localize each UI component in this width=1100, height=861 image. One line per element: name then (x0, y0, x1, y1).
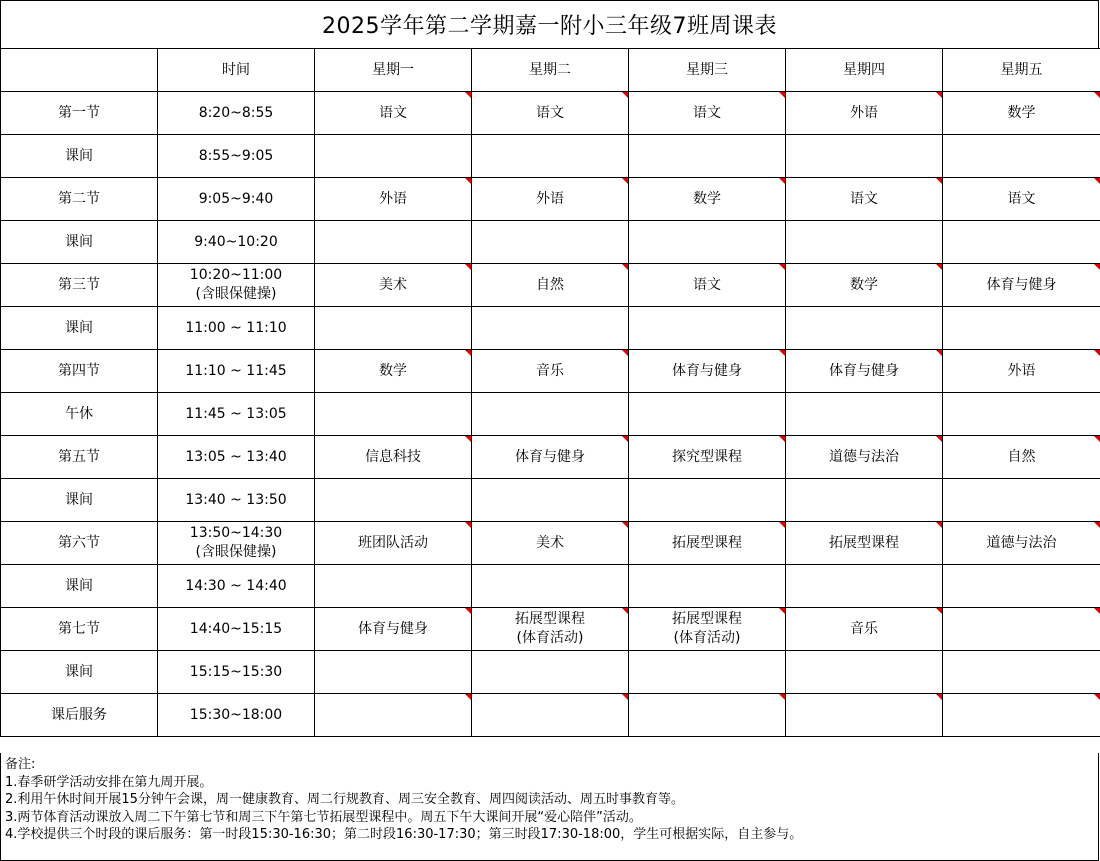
time-cell (158, 393, 315, 436)
course-name: 语文 (850, 190, 878, 207)
course-cell-friday[interactable] (943, 264, 1100, 307)
course-cell-thursday[interactable] (786, 307, 943, 350)
course-cell-tuesday[interactable] (472, 264, 629, 307)
note-line: 2.利用午休时间开展15分钟午会课，周一健康教育、周二行规教育、周三安全教育、周四阅读活动、周五时事教育等。 (5, 792, 684, 807)
period-label: 第六节 (1, 522, 158, 565)
course-cell-friday[interactable] (943, 178, 1100, 221)
course-name: 拓展型课程 (672, 534, 742, 551)
notes-section (0, 753, 1099, 861)
course-cell-friday[interactable] (943, 221, 1100, 264)
course-cell-thursday[interactable] (786, 479, 943, 522)
course-cell-monday[interactable] (315, 694, 472, 737)
time-cell (158, 479, 315, 522)
table-row (1, 393, 1100, 436)
course-cell-friday[interactable] (943, 307, 1100, 350)
course-cell-thursday[interactable] (786, 350, 943, 393)
course-name: 语文 (379, 104, 407, 121)
course-name: 美术 (536, 534, 564, 551)
time-cell (158, 221, 315, 264)
time-text: (含眼保健操) (195, 286, 277, 302)
period-label: 课间 (1, 565, 158, 608)
course-cell-wednesday[interactable] (629, 350, 786, 393)
course-name: 音乐 (536, 362, 564, 379)
course-name: 自然 (536, 276, 564, 293)
course-cell-tuesday[interactable] (472, 651, 629, 694)
course-cell-tuesday[interactable] (472, 221, 629, 264)
time-text: 13:50~14:30 (189, 525, 283, 542)
header-cell-time: 时间 (158, 49, 315, 92)
time-text: 11:00 ~ 11:10 (185, 319, 287, 336)
course-name: 自然 (1007, 448, 1036, 465)
time-text: (含眼保健操) (195, 544, 277, 560)
course-cell-monday[interactable] (315, 135, 472, 178)
course-cell-friday[interactable] (943, 135, 1100, 178)
table-row (1, 350, 1100, 393)
table-row (1, 92, 1100, 135)
course-cell-tuesday[interactable] (472, 565, 629, 608)
period-label: 第五节 (1, 436, 158, 479)
time-text: 13:40 ~ 13:50 (185, 491, 287, 508)
course-cell-wednesday[interactable] (629, 92, 786, 135)
course-cell-wednesday[interactable] (629, 694, 786, 737)
course-cell-monday[interactable] (315, 264, 472, 307)
course-cell-tuesday[interactable] (472, 393, 629, 436)
note-line: 1.春季研学活动安排在第九周开展。 (5, 774, 213, 790)
course-name: 体育与健身 (672, 362, 742, 379)
table-row (1, 264, 1100, 307)
course-name: 外语 (536, 190, 564, 207)
course-cell-wednesday[interactable] (629, 307, 786, 350)
course-name: 拓展型课程 (515, 611, 585, 628)
period-label: 课间 (1, 479, 158, 522)
course-cell-friday[interactable] (943, 393, 1100, 436)
course-name: 信息科技 (365, 448, 421, 465)
course-cell-friday[interactable] (943, 436, 1100, 479)
course-name: 体育与健身 (986, 276, 1057, 293)
header-row (1, 49, 1100, 92)
course-name: 数学 (693, 190, 721, 207)
time-text: 9:05~9:40 (198, 190, 274, 207)
notes-heading: 备注: (5, 757, 36, 772)
course-cell-monday[interactable] (315, 350, 472, 393)
table-row (1, 651, 1100, 694)
header-cell-empty (1, 49, 158, 92)
course-cell-thursday[interactable] (786, 565, 943, 608)
time-text: 15:30~18:00 (189, 706, 283, 723)
note-line: 3.两节体育活动课放入周二下午第七节和周三下午第七节拓展型课程中。周五下午大课间开展“爱心陪伴”活动。 (5, 809, 642, 825)
course-cell-monday[interactable] (315, 178, 472, 221)
period-label: 课间 (1, 135, 158, 178)
course-cell-monday[interactable] (315, 221, 472, 264)
course-name: 体育与健身 (515, 448, 585, 465)
table-row (1, 522, 1100, 565)
time-cell (158, 651, 315, 694)
time-text: 14:30 ~ 14:40 (185, 577, 287, 594)
course-cell-monday[interactable] (315, 651, 472, 694)
course-name: 道德与法治 (986, 534, 1057, 551)
course-name: (体育活动) (516, 630, 584, 646)
course-cell-friday[interactable] (943, 522, 1100, 565)
course-cell-wednesday[interactable] (629, 135, 786, 178)
course-cell-friday[interactable] (943, 479, 1100, 522)
header-cell-wednesday: 星期三 (629, 49, 786, 92)
course-name: 体育与健身 (358, 620, 428, 637)
course-cell-wednesday[interactable] (629, 522, 786, 565)
course-cell-thursday[interactable] (786, 436, 943, 479)
table-row (1, 307, 1100, 350)
course-cell-wednesday[interactable] (629, 178, 786, 221)
period-label: 课间 (1, 651, 158, 694)
course-cell-tuesday[interactable] (472, 436, 629, 479)
course-name: 外语 (379, 190, 407, 207)
course-cell-wednesday[interactable] (629, 264, 786, 307)
time-cell (158, 92, 315, 135)
course-name: 数学 (850, 276, 878, 293)
course-cell-tuesday[interactable] (472, 135, 629, 178)
course-cell-tuesday[interactable] (472, 479, 629, 522)
time-text: 8:55~9:05 (198, 147, 274, 164)
course-cell-wednesday[interactable] (629, 651, 786, 694)
course-name: 拓展型课程 (829, 534, 899, 551)
course-name: 拓展型课程 (672, 611, 742, 628)
course-name: 道德与法治 (829, 448, 899, 465)
table-row (1, 221, 1100, 264)
period-label: 午休 (1, 393, 158, 436)
course-cell-thursday[interactable] (786, 608, 943, 651)
course-name: 探究型课程 (672, 448, 742, 465)
course-cell-monday[interactable] (315, 92, 472, 135)
table-row (1, 565, 1100, 608)
course-cell-friday[interactable] (943, 608, 1100, 651)
time-cell (158, 264, 315, 307)
period-label: 第七节 (1, 608, 158, 651)
time-cell (158, 135, 315, 178)
course-name: 数学 (379, 362, 407, 379)
course-cell-tuesday[interactable] (472, 694, 629, 737)
course-cell-tuesday[interactable] (472, 178, 629, 221)
period-label: 课间 (1, 221, 158, 264)
course-name: 语文 (693, 276, 721, 293)
header-cell-friday: 星期五 (943, 49, 1100, 92)
table-row (1, 436, 1100, 479)
course-cell-monday[interactable] (315, 393, 472, 436)
note-line: 4.学校提供三个时段的课后服务：第一时段15:30-16:30；第二时段16:30-17:30；第三时段17:30-18:00，学生可根据实际，自主参与。 (5, 827, 803, 842)
time-cell (158, 608, 315, 651)
course-name: 语文 (1007, 190, 1036, 207)
table-row (1, 178, 1100, 221)
course-name: 美术 (379, 276, 407, 293)
course-name: 外语 (1007, 362, 1036, 379)
course-name: 体育与健身 (829, 362, 899, 379)
course-cell-thursday[interactable] (786, 393, 943, 436)
time-text: 15:15~15:30 (189, 663, 283, 680)
course-cell-wednesday[interactable] (629, 393, 786, 436)
course-name: 语文 (693, 104, 721, 121)
page-title: 2025学年第二学期嘉一附小三年级7班周课表 (0, 0, 1099, 48)
time-text: 9:40~10:20 (194, 233, 278, 250)
time-cell (158, 436, 315, 479)
header-cell-tuesday: 星期二 (472, 49, 629, 92)
table-row (1, 479, 1100, 522)
table-row (1, 694, 1100, 737)
table-row (1, 135, 1100, 178)
period-label: 第三节 (1, 264, 158, 307)
course-cell-monday[interactable] (315, 522, 472, 565)
course-cell-tuesday[interactable] (472, 92, 629, 135)
course-cell-wednesday[interactable] (629, 436, 786, 479)
course-cell-thursday[interactable] (786, 694, 943, 737)
course-cell-thursday[interactable] (786, 651, 943, 694)
course-name: 数学 (1007, 104, 1036, 121)
course-cell-tuesday[interactable] (472, 522, 629, 565)
timetable-grid (0, 48, 1100, 737)
header-cell-thursday: 星期四 (786, 49, 943, 92)
course-cell-monday[interactable] (315, 479, 472, 522)
time-text: 11:45 ~ 13:05 (185, 405, 287, 422)
time-text: 14:40~15:15 (189, 620, 283, 637)
course-cell-wednesday[interactable] (629, 479, 786, 522)
time-cell (158, 178, 315, 221)
time-cell (158, 350, 315, 393)
period-label: 课间 (1, 307, 158, 350)
time-text: 8:20~8:55 (198, 104, 274, 121)
course-cell-tuesday[interactable] (472, 350, 629, 393)
course-name: 语文 (536, 104, 564, 121)
course-cell-monday[interactable] (315, 436, 472, 479)
time-cell (158, 694, 315, 737)
course-cell-thursday[interactable] (786, 522, 943, 565)
course-cell-wednesday[interactable] (629, 608, 786, 651)
period-label: 第四节 (1, 350, 158, 393)
course-cell-wednesday[interactable] (629, 221, 786, 264)
course-cell-monday[interactable] (315, 608, 472, 651)
period-label: 第二节 (1, 178, 158, 221)
course-name: 音乐 (850, 620, 878, 637)
course-name: 外语 (850, 104, 878, 121)
header-cell-monday: 星期一 (315, 49, 472, 92)
course-cell-friday[interactable] (943, 92, 1100, 135)
course-cell-monday[interactable] (315, 565, 472, 608)
course-cell-wednesday[interactable] (629, 565, 786, 608)
course-cell-friday[interactable] (943, 651, 1100, 694)
time-cell (158, 522, 315, 565)
time-text: 10:20~11:00 (189, 267, 283, 284)
course-cell-thursday[interactable] (786, 264, 943, 307)
time-text: 11:10 ~ 11:45 (185, 362, 287, 379)
course-cell-friday[interactable] (943, 565, 1100, 608)
course-cell-tuesday[interactable] (472, 608, 629, 651)
course-cell-tuesday[interactable] (472, 307, 629, 350)
time-cell (158, 565, 315, 608)
course-cell-thursday[interactable] (786, 178, 943, 221)
period-label: 课后服务 (1, 694, 158, 737)
course-name: (体育活动) (673, 630, 741, 646)
time-text: 13:05 ~ 13:40 (185, 448, 287, 465)
course-cell-friday[interactable] (943, 350, 1100, 393)
time-cell (158, 307, 315, 350)
course-cell-thursday[interactable] (786, 135, 943, 178)
course-cell-thursday[interactable] (786, 221, 943, 264)
course-cell-monday[interactable] (315, 307, 472, 350)
table-row (1, 608, 1100, 651)
course-cell-thursday[interactable] (786, 92, 943, 135)
period-label: 第一节 (1, 92, 158, 135)
course-cell-friday[interactable] (943, 694, 1100, 737)
course-name: 班团队活动 (358, 534, 428, 551)
